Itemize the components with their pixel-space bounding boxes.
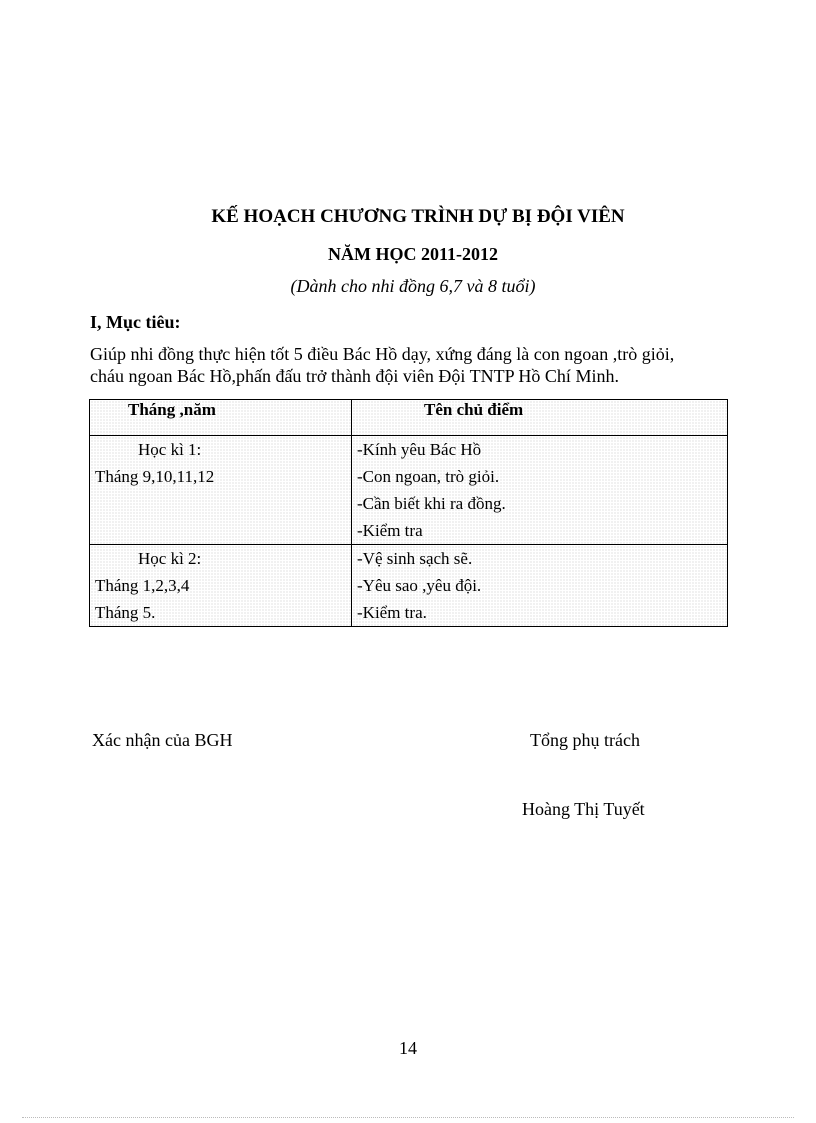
- paragraph-line-1: Giúp nhi đồng thực hiện tốt 5 điều Bác Hồ dạy, xứng đáng là con ngoan ,trò giỏi,: [90, 344, 675, 364]
- month-range: Tháng 1,2,3,4: [95, 576, 190, 595]
- plan-table: [89, 399, 728, 627]
- signer-name: Hoàng Thị Tuyết: [522, 799, 645, 819]
- header-theme: Tên chủ điểm: [352, 400, 728, 436]
- objective-paragraph: [90, 343, 740, 387]
- theme-item: -Yêu sao ,yêu đội.: [357, 576, 482, 595]
- document-subtitle: (Dành cho nhi đồng 6,7 và 8 tuổi): [290, 276, 536, 296]
- month-range: Tháng 9,10,11,12: [95, 467, 215, 486]
- theme-item: -Cần biết khi ra đồng.: [357, 494, 506, 513]
- semester-1-themes: [352, 436, 728, 545]
- responsible-label: Tổng phụ trách: [530, 730, 640, 750]
- table-header-row: [90, 400, 728, 436]
- approval-label: Xác nhận của BGH: [92, 730, 233, 750]
- theme-item: -Con ngoan, trò giỏi.: [357, 467, 500, 486]
- page-bottom-divider: [22, 1117, 794, 1118]
- paragraph-line-2: cháu ngoan Bác Hồ,phấn đấu trở thành đội viên Đội TNTP Hồ Chí Minh.: [90, 366, 619, 386]
- page-number: 14: [399, 1038, 417, 1058]
- section-heading: I, Mục tiêu:: [90, 312, 181, 332]
- semester-label: Học kì 1:: [138, 440, 202, 459]
- table-row: [90, 436, 728, 545]
- theme-item: -Kiểm tra.: [357, 603, 427, 622]
- header-month: Tháng ,năm: [90, 400, 352, 436]
- document-title: KẾ HOẠCH CHƯƠNG TRÌNH DỰ BỊ ĐỘI VIÊN: [211, 206, 625, 227]
- semester-2-themes: [352, 545, 728, 627]
- document-year: NĂM HỌC 2011-2012: [328, 244, 498, 264]
- theme-item: -Kiểm tra: [357, 521, 423, 540]
- theme-item: -Vệ sinh sạch sẽ.: [357, 549, 473, 568]
- month-range: Tháng 5.: [95, 603, 156, 622]
- semester-label: Học kì 2:: [138, 549, 202, 568]
- theme-item: -Kính yêu Bác Hồ: [357, 440, 482, 459]
- semester-2-cell: [90, 545, 352, 627]
- table-row: [90, 545, 728, 627]
- semester-1-cell: [90, 436, 352, 545]
